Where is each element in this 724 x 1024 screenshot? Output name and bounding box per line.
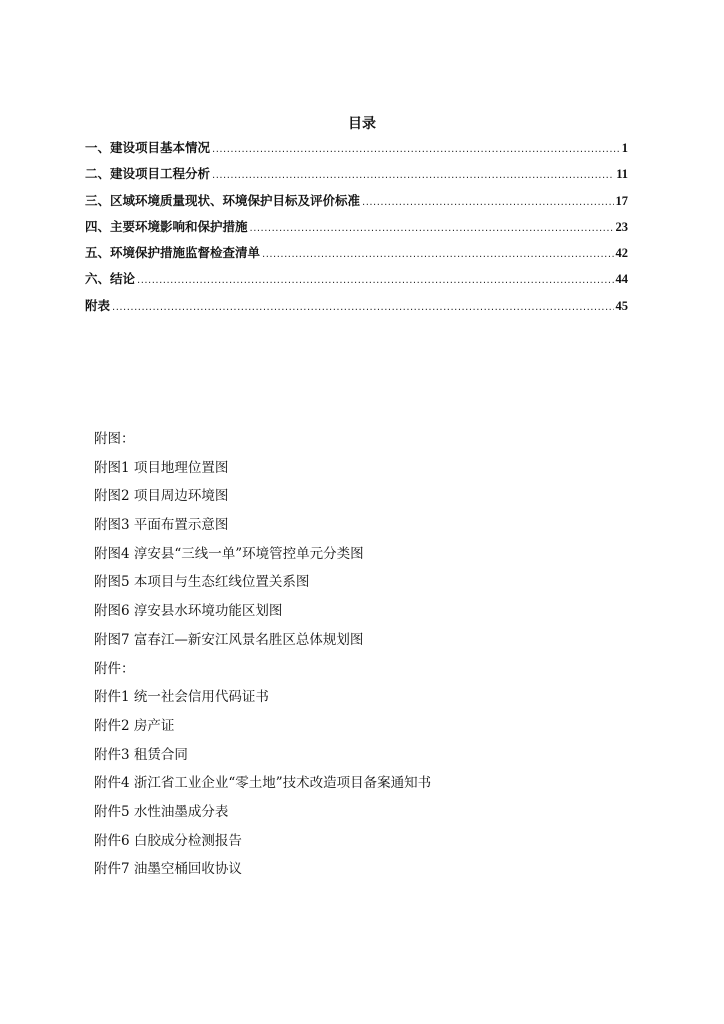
toc-entry[interactable] xyxy=(85,138,628,164)
toc-entry-page: 17 xyxy=(615,193,628,208)
toc-entry-page: 45 xyxy=(615,298,628,313)
dot-leader xyxy=(250,223,614,234)
figure-item: 附图2 项目周边环境图 xyxy=(94,488,229,505)
toc-entry-page: 23 xyxy=(615,219,628,234)
figure-item: 附图3 平面布置示意图 xyxy=(94,517,229,534)
toc-title: 目录 xyxy=(348,116,376,132)
attachment-item: 附件1 统一社会信用代码证书 xyxy=(94,689,269,706)
figure-item: 附图4 淳安县“三线一单”环境管控单元分类图 xyxy=(94,545,364,562)
toc-entry-label: 一、建设项目基本情况 xyxy=(85,140,211,155)
figure-item: 附图1 项目地理位置图 xyxy=(94,459,229,476)
toc-entry-page: 1 xyxy=(621,141,628,155)
appendix-list xyxy=(94,428,431,887)
toc-entry-label: 附表 xyxy=(85,297,111,313)
attachments-heading: 附件： xyxy=(94,660,135,677)
toc-entry-label: 六、结论 xyxy=(85,271,136,287)
toc-entry-page: 44 xyxy=(615,272,628,287)
toc-entry-page: 42 xyxy=(615,246,628,261)
toc-entry[interactable] xyxy=(85,217,628,243)
dot-leader xyxy=(212,170,614,181)
toc-entry[interactable] xyxy=(85,164,628,190)
figure-item: 附图6 淳安县水环境功能区划图 xyxy=(94,603,283,620)
attachment-item: 附件3 租赁合同 xyxy=(94,746,188,763)
toc-entry[interactable] xyxy=(85,191,628,217)
attachment-item: 附件7 油墨空桶回收协议 xyxy=(94,861,242,878)
attachment-item: 附件4 浙江省工业企业“零土地”技术改造项目备案通知书 xyxy=(94,775,432,792)
table-of-contents xyxy=(85,138,628,322)
attachment-item: 附件6 白胶成分检测报告 xyxy=(94,832,242,849)
dot-leader xyxy=(212,144,620,155)
toc-entry[interactable] xyxy=(85,296,628,322)
attachment-item: 附件2 房产证 xyxy=(94,717,175,734)
figure-item: 附图5 本项目与生态红线位置关系图 xyxy=(94,574,310,591)
dot-leader xyxy=(137,275,613,286)
figure-item: 附图7 富春江—新安江风景名胜区总体规划图 xyxy=(94,631,364,648)
toc-entry-label: 三、区域环境质量现状、环境保护目标及评价标准 xyxy=(85,192,361,208)
toc-entry-label: 二、建设项目工程分析 xyxy=(85,166,211,182)
toc-entry-label: 四、主要环境影响和保护措施 xyxy=(85,218,248,234)
figures-heading: 附图： xyxy=(94,431,135,447)
dot-leader xyxy=(262,249,613,260)
attachment-item: 附件5 水性油墨成分表 xyxy=(94,803,229,820)
toc-entry[interactable] xyxy=(85,243,628,269)
dot-leader xyxy=(362,197,613,208)
toc-entry-label: 五、环境保护措施监督检查清单 xyxy=(85,245,261,261)
toc-entry[interactable] xyxy=(85,269,628,295)
dot-leader xyxy=(112,302,613,313)
toc-entry-page: 11 xyxy=(616,167,628,182)
